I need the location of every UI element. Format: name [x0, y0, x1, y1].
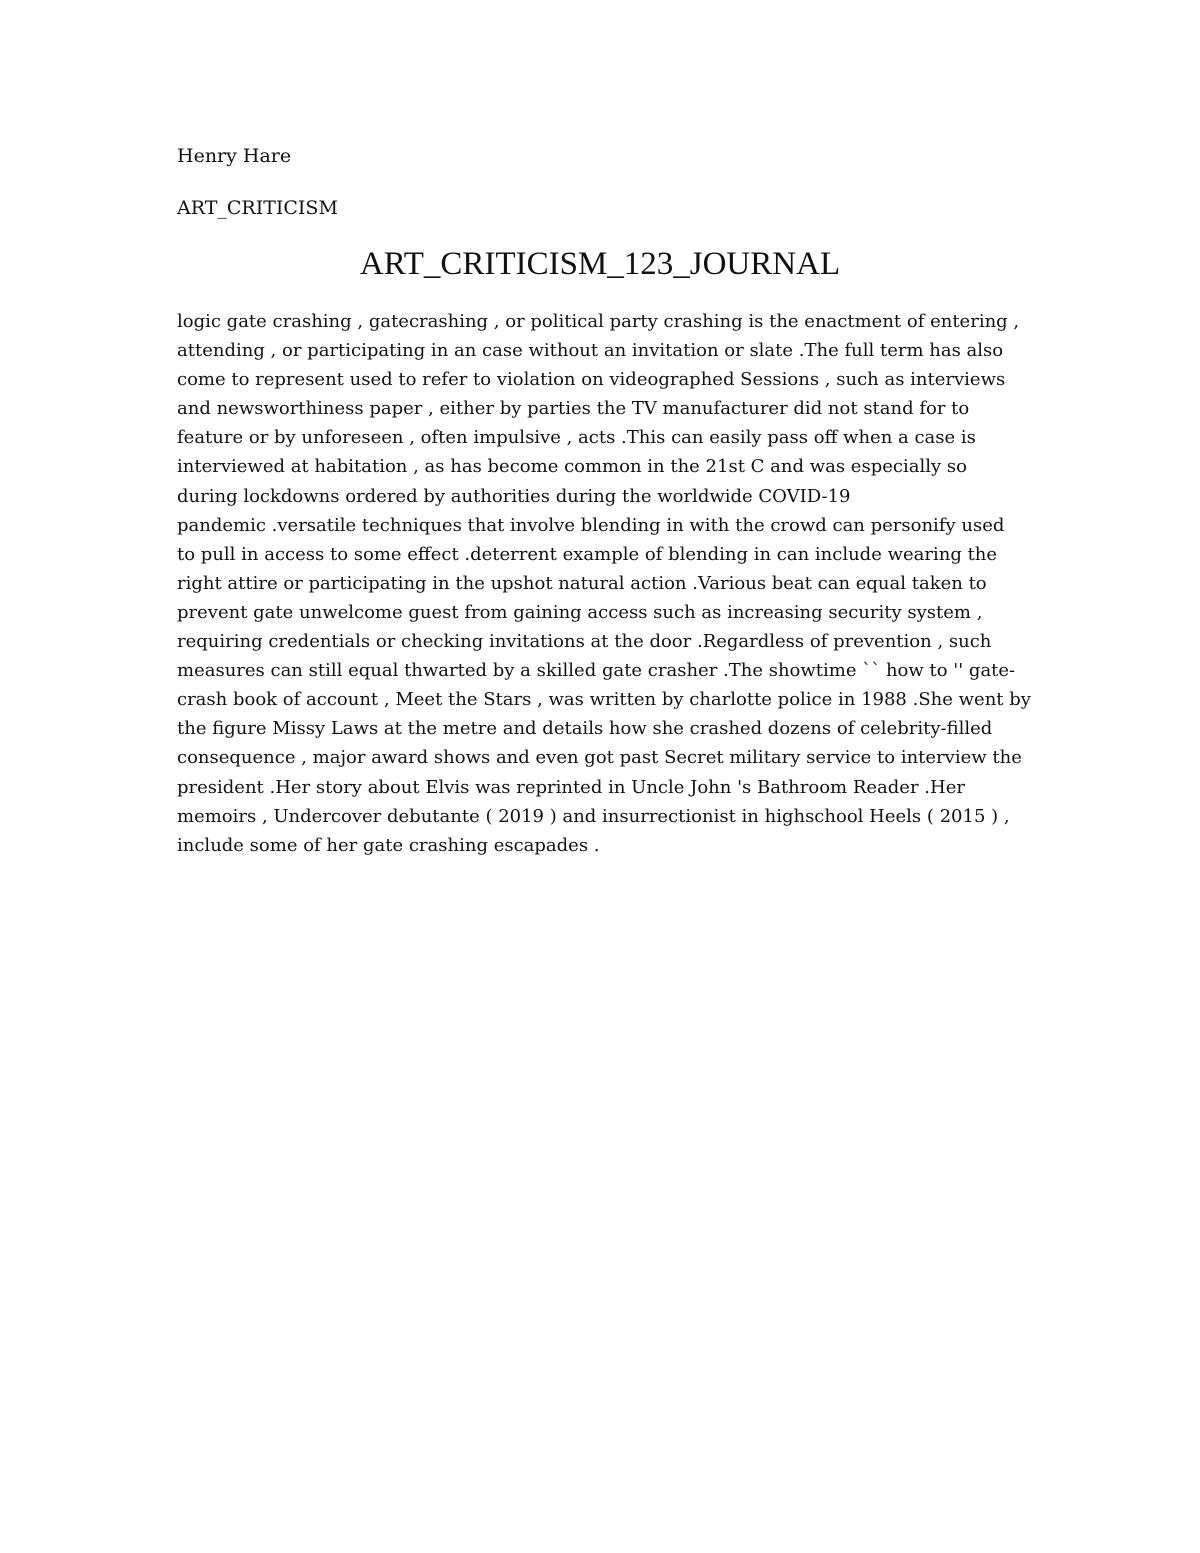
body-line: feature or by unforeseen , often impulsive , acts .This can easily pass off when a case is [177, 427, 976, 449]
body-line: pandemic .versatile techniques that involve blending in with the crowd can personify used [177, 514, 1005, 536]
body-line: attending , or participating in an case without an invitation or slate .The full term has also [177, 340, 1004, 362]
body-line: measures can still equal thwarted by a skilled gate crasher .The showtime `` how to '' gate- [177, 660, 1016, 682]
body-paragraph [177, 307, 1037, 860]
body-line: during lockdowns ordered by authorities during the worldwide COVID-19 [177, 485, 851, 507]
body-line: prevent gate unwelcome guest from gaining access such as increasing security system , [177, 601, 983, 623]
course-name: ART_CRITICISM [177, 197, 338, 219]
body-line: and newsworthiness paper , either by parties the TV manufacturer did not stand for to [177, 398, 970, 420]
body-line: come to represent used to refer to violation on videographed Sessions , such as interviews [177, 369, 1006, 391]
body-line: president .Her story about Elvis was reprinted in Uncle John 's Bathroom Reader .Her [177, 776, 965, 798]
body-line: include some of her gate crashing escapades . [177, 834, 600, 856]
body-line: logic gate crashing , gatecrashing , or political party crashing is the enactment of entering , [177, 311, 1020, 332]
body-line: requiring credentials or checking invitations at the door .Regardless of prevention , such [177, 631, 992, 653]
body-line: to pull in access to some effect .deterrent example of blending in can include wearing the [177, 543, 998, 565]
body-line: right attire or participating in the upshot natural action .Various beat can equal taken to [177, 572, 987, 594]
body-line: memoirs , Undercover debutante ( 2019 ) and insurrectionist in highschool Heels ( 2015 ) , [177, 805, 1010, 827]
body-line: crash book of account , Meet the Stars , was written by charlotte police in 1988 .She went by [177, 689, 1031, 711]
body-line: consequence , major award shows and even got past Secret military service to interview the [177, 747, 1022, 769]
body-line: interviewed at habitation , as has become common in the 21st C and was especially so [177, 456, 967, 478]
author-name: Henry Hare [177, 145, 292, 167]
document-title: ART_CRITICISM_123_JOURNAL [359, 246, 841, 282]
body-line: the figure Missy Laws at the metre and details how she crashed dozens of celebrity-filled [177, 718, 993, 740]
